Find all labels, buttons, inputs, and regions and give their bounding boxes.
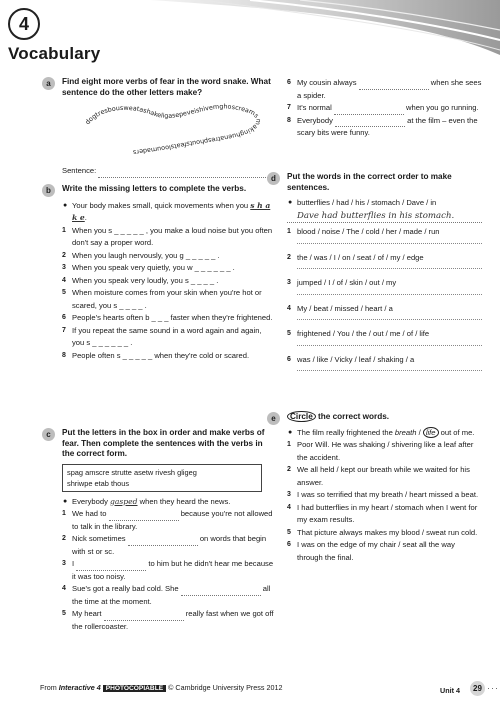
item-number: 4 bbox=[287, 503, 291, 511]
item-number: 4 bbox=[62, 585, 66, 592]
section-e-instruction bbox=[287, 412, 482, 423]
item-number: 1 bbox=[287, 228, 291, 235]
list-item bbox=[287, 527, 482, 540]
sentence-line bbox=[62, 165, 272, 178]
example-answer: gasped bbox=[110, 496, 138, 506]
item-number: 3 bbox=[287, 491, 291, 498]
example-post: when they heard the news. bbox=[137, 496, 231, 506]
item-number: 5 bbox=[62, 610, 66, 617]
list-item bbox=[62, 558, 274, 583]
item-number: 3 bbox=[62, 264, 66, 271]
answer-blank[interactable] bbox=[181, 586, 261, 596]
word-snake-graphic bbox=[82, 99, 272, 159]
item-number: 5 bbox=[62, 289, 66, 296]
list-item bbox=[287, 226, 482, 239]
bullet-icon: ● bbox=[63, 201, 68, 209]
item-text: jumped / I / of / skin / out / my bbox=[297, 278, 397, 287]
section-d-items bbox=[287, 226, 482, 371]
list-item bbox=[62, 508, 274, 533]
list-item bbox=[287, 502, 482, 527]
list-item bbox=[62, 225, 274, 250]
section-a-instruction: Find eight more verbs of fear in the word snake. What sentence do the other letters make? bbox=[62, 77, 271, 97]
sentence-answer-blank[interactable] bbox=[98, 168, 268, 178]
anagram-box bbox=[62, 464, 262, 492]
item-text: When you s _ _ _ _ _ , you make a loud noise but you often don't say a proper word. bbox=[72, 225, 273, 247]
item-text-after: when she sees a spider. bbox=[297, 78, 482, 100]
word-snake-text: dogtresbousweatashakeligasepeveishivemghoscreamsmakinghuenatresphoutsfeatslooumaders bbox=[83, 102, 263, 157]
unit-number-badge: 4 bbox=[8, 8, 40, 40]
example-words: butterflies / had / his / stomach / Dave / in bbox=[297, 198, 437, 207]
answer-line[interactable] bbox=[297, 290, 482, 295]
item-text: frightened / You / the / out / me / of / life bbox=[297, 329, 430, 338]
item-number: 2 bbox=[62, 251, 66, 259]
list-item bbox=[287, 277, 482, 290]
item-number: 2 bbox=[287, 253, 291, 261]
answer-line[interactable] bbox=[297, 366, 482, 371]
item-text-before: We had to bbox=[72, 509, 109, 518]
list-item bbox=[62, 583, 274, 608]
list-item bbox=[62, 325, 274, 350]
list-item bbox=[62, 287, 274, 312]
list-item bbox=[62, 608, 274, 633]
section-b-items bbox=[62, 225, 274, 363]
answer-line[interactable] bbox=[297, 315, 482, 320]
section-letter-c: c bbox=[42, 428, 55, 441]
answer-blank[interactable] bbox=[128, 536, 198, 546]
example-slash: / bbox=[416, 427, 423, 437]
item-number: 1 bbox=[62, 510, 66, 517]
page-number: 29 bbox=[470, 681, 485, 696]
section-e-example bbox=[287, 427, 482, 440]
section-b-example bbox=[62, 200, 274, 225]
example-text: Everybody bbox=[72, 496, 110, 506]
item-number: 1 bbox=[62, 226, 66, 234]
item-text: My / beat / missed / heart / a bbox=[297, 303, 393, 313]
item-text: When you speak very quietly, you w _ _ _ _ _ _ . bbox=[72, 263, 235, 272]
item-number: 6 bbox=[287, 355, 291, 363]
anagram-line-1: spag amscre strutte asetw rivesh gligeg bbox=[67, 467, 197, 477]
list-item bbox=[62, 533, 274, 558]
item-number: 7 bbox=[62, 326, 66, 334]
item-number: 2 bbox=[287, 466, 291, 473]
item-text-after: because you're not allowed to talk in the library. bbox=[72, 509, 273, 531]
item-text-before: It's normal bbox=[297, 103, 334, 112]
list-item bbox=[287, 328, 482, 341]
answer-blank[interactable] bbox=[76, 561, 146, 571]
item-number: 3 bbox=[62, 560, 66, 567]
example-post: out of me. bbox=[438, 427, 475, 437]
item-number: 4 bbox=[287, 304, 291, 312]
item-text-after: all the time at the moment. bbox=[72, 584, 271, 606]
item-number: 6 bbox=[287, 541, 291, 548]
answer-blank[interactable] bbox=[334, 105, 404, 115]
example-answer: s h a k e bbox=[72, 200, 271, 222]
example-answer: Dave had butterflies in his stomach. bbox=[287, 210, 482, 224]
item-text-after: to him but he didn't hear me because it was too noisy. bbox=[72, 559, 274, 581]
bullet-icon: ● bbox=[288, 428, 293, 436]
item-text-after: at the film – even the scary bits were funny. bbox=[297, 115, 478, 137]
page-title: Vocabulary bbox=[8, 44, 101, 63]
answer-blank[interactable] bbox=[104, 611, 184, 621]
page-header bbox=[0, 0, 500, 70]
section-letter-d: d bbox=[267, 172, 280, 185]
section-d-example bbox=[287, 197, 482, 210]
item-text: If you repeat the same sound in a word again and again, you s _ _ _ _ _ _ . bbox=[72, 325, 262, 347]
bullet-icon: ● bbox=[288, 199, 293, 206]
anagram-line-2: shriwpe etab thous bbox=[67, 478, 130, 488]
list-item bbox=[287, 102, 482, 115]
example-text: The film really frightened the bbox=[297, 427, 395, 437]
item-number: 8 bbox=[287, 116, 291, 124]
item-text: blood / noise / The / cold / her / made / run bbox=[297, 227, 440, 236]
item-text: Poor Will. He was shaking / shivering like a leaf after the accident. bbox=[297, 440, 474, 462]
section-c-continued-items bbox=[287, 77, 482, 140]
list-item bbox=[287, 252, 482, 265]
item-number: 1 bbox=[287, 441, 291, 448]
list-item bbox=[62, 250, 274, 263]
list-item bbox=[287, 354, 482, 367]
item-text: was / like / Vicky / leaf / shaking / a bbox=[297, 354, 415, 364]
footer-book-title: Interactive 4 bbox=[58, 683, 101, 692]
list-item bbox=[287, 489, 482, 502]
item-text: I was on the edge of my chair / seat all the way through the final. bbox=[297, 540, 455, 562]
item-number: 7 bbox=[287, 104, 291, 111]
item-text: We all held / kept our breath while we waited for his answer. bbox=[297, 465, 470, 487]
item-number: 6 bbox=[287, 79, 291, 86]
example-text: Your body makes small, quick movements when you bbox=[72, 200, 251, 210]
list-item bbox=[62, 312, 274, 325]
section-d bbox=[271, 172, 482, 379]
footer-from: From bbox=[40, 683, 59, 692]
section-letter-a: a bbox=[42, 77, 55, 90]
item-text: When you laugh nervously, you g _ _ _ _ _ . bbox=[72, 250, 220, 260]
item-text: the / was / I / on / seat / of / my / edge bbox=[297, 252, 424, 262]
example-post: . bbox=[84, 213, 87, 222]
item-text: I was so terrified that my breath / heart missed a beat. bbox=[297, 490, 479, 499]
answer-blank[interactable] bbox=[335, 117, 405, 127]
item-text: People's hearts often b _ _ _ faster when they're frightened. bbox=[72, 313, 273, 322]
list-item bbox=[62, 262, 274, 275]
item-text: When you speak very loudly, you s _ _ _ _ . bbox=[72, 275, 219, 285]
list-item bbox=[287, 115, 482, 140]
circle-word: Circle bbox=[287, 411, 316, 422]
item-text-after: on words that begin with st or sc. bbox=[72, 534, 267, 556]
item-text: I had butterflies in my heart / stomach when I went for my exam results. bbox=[297, 502, 478, 524]
item-text-after: really fast when we got off the rollercoaster. bbox=[72, 609, 274, 631]
item-text-before: Nick sometimes bbox=[72, 534, 128, 543]
instruction-rest: the correct words. bbox=[315, 412, 390, 421]
section-b bbox=[46, 184, 274, 362]
example-option-1: breath bbox=[394, 427, 417, 437]
item-text-before: I bbox=[72, 559, 77, 568]
list-item bbox=[287, 77, 482, 102]
item-number: 5 bbox=[287, 528, 291, 536]
list-item bbox=[287, 539, 482, 564]
photocopiable-badge: PHOTOCOPIABLE bbox=[103, 685, 166, 692]
page-footer bbox=[40, 683, 480, 692]
section-c-example bbox=[62, 496, 274, 509]
item-text: People often s _ _ _ _ _ when they're cold or scared. bbox=[72, 350, 250, 360]
item-number: 3 bbox=[287, 279, 291, 286]
list-item bbox=[62, 350, 274, 363]
example-option-2-circled: life bbox=[423, 427, 439, 438]
list-item bbox=[287, 464, 482, 489]
section-c-items bbox=[62, 508, 274, 633]
item-text-before: My heart bbox=[72, 609, 104, 618]
section-c-instruction: Put the letters in the box in order and make verbs of fear. Then complete the sentences with the verbs in the correct form. bbox=[62, 428, 265, 458]
section-letter-e: e bbox=[267, 412, 280, 425]
item-text: When moisture comes from your skin when you're hot or scared, you s _ _ _ _ . bbox=[72, 288, 262, 310]
section-a bbox=[46, 77, 272, 175]
item-text-after: when you go running. bbox=[403, 103, 479, 112]
section-c bbox=[46, 428, 274, 633]
list-item bbox=[287, 303, 482, 316]
answer-line[interactable] bbox=[297, 239, 482, 244]
answer-blank[interactable] bbox=[359, 80, 429, 90]
answer-blank[interactable] bbox=[109, 511, 179, 521]
section-c-continued bbox=[287, 77, 482, 140]
section-d-instruction: Put the words in the correct order to make sentences. bbox=[287, 172, 452, 192]
list-item bbox=[62, 275, 274, 288]
item-text-before: Sue's got a really bad cold. She bbox=[72, 584, 181, 593]
item-number: 4 bbox=[62, 276, 66, 284]
item-number: 8 bbox=[62, 351, 66, 359]
item-text-before: Everybody bbox=[297, 115, 335, 125]
footer-copyright: © Cambridge University Press 2012 bbox=[166, 683, 283, 692]
section-b-instruction: Write the missing letters to complete the verbs. bbox=[62, 184, 247, 193]
item-text: That picture always makes my blood / sweat run cold. bbox=[297, 527, 478, 537]
list-item bbox=[287, 439, 482, 464]
item-number: 2 bbox=[62, 535, 66, 542]
sentence-label: Sentence: bbox=[62, 166, 97, 175]
section-letter-b: b bbox=[42, 184, 55, 197]
footer-unit-label: Unit 4 bbox=[440, 686, 460, 695]
item-number: 5 bbox=[287, 330, 291, 337]
item-text-before: My cousin always bbox=[297, 78, 359, 87]
answer-line[interactable] bbox=[297, 264, 482, 269]
bullet-icon: ● bbox=[63, 497, 68, 505]
answer-line[interactable] bbox=[297, 341, 482, 346]
dots-decoration: ··· bbox=[487, 683, 499, 693]
section-e bbox=[271, 412, 482, 564]
section-e-items bbox=[287, 439, 482, 564]
item-number: 6 bbox=[62, 314, 66, 321]
